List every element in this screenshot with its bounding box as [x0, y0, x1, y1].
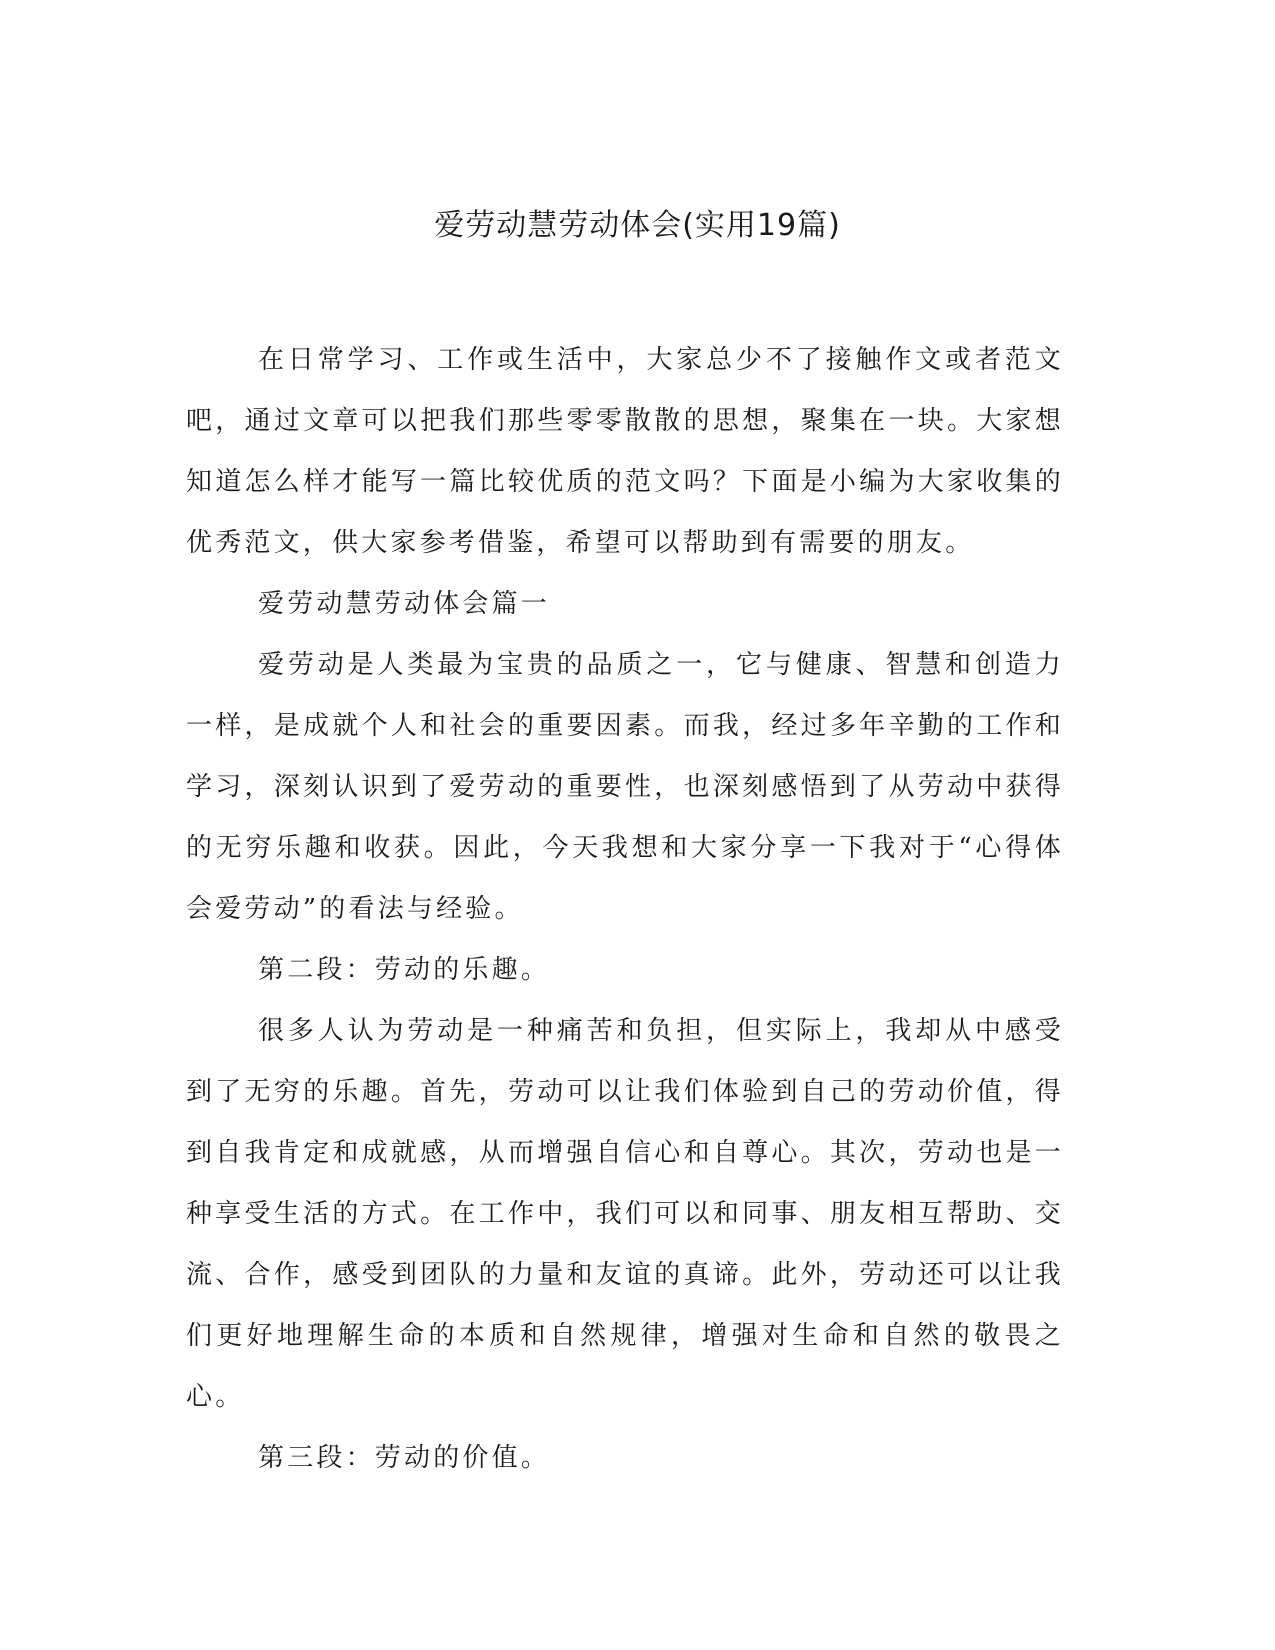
document-title: 爱劳动慧劳动体会(实用19篇) — [434, 208, 841, 243]
document-body — [186, 330, 1064, 1489]
body-paragraph: 爱劳动是人类最为宝贵的品质之一，它与健康、智慧和创造力一样，是成就个人和社会的重要因素。而我，经过多年辛勤的工作和学习，深刻认识到了爱劳动的重要性，也深刻感悟到了从劳动中获得的无穷乐趣和收获。因此，今天我想和大家分享一下我对于“心得体会爱劳动”的看法与经验。 — [186, 650, 1064, 924]
body-paragraph: 很多人认为劳动是一种痛苦和负担，但实际上，我却从中感受到了无穷的乐趣。首先，劳动可以让我们体验到自己的劳动价值，得到自我肯定和成就感，从而增强自信心和自尊心。其次，劳动也是一种享受生活的方式。在工作中，我们可以和同事、朋友相互帮助、交流、合作，感受到团队的力量和友谊的真谛。此外，劳动还可以让我们更好地理解生命的本质和自然规律，增强对生命和自然的敬畏之心。 — [186, 1016, 1064, 1412]
intro-paragraph: 在日常学习、工作或生活中，大家总少不了接触作文或者范文吧，通过文章可以把我们那些零零散散的思想，聚集在一块。大家想知道怎么样才能写一篇比较优质的范文吗？下面是小编为大家收集的优秀范文，供大家参考借鉴，希望可以帮助到有需要的朋友。 — [186, 345, 1064, 558]
section-heading-part-one: 爱劳动慧劳动体会篇一 — [258, 589, 551, 619]
section-heading-third: 第三段：劳动的价值。 — [258, 1443, 551, 1473]
section-heading-second: 第二段：劳动的乐趣。 — [258, 955, 551, 985]
